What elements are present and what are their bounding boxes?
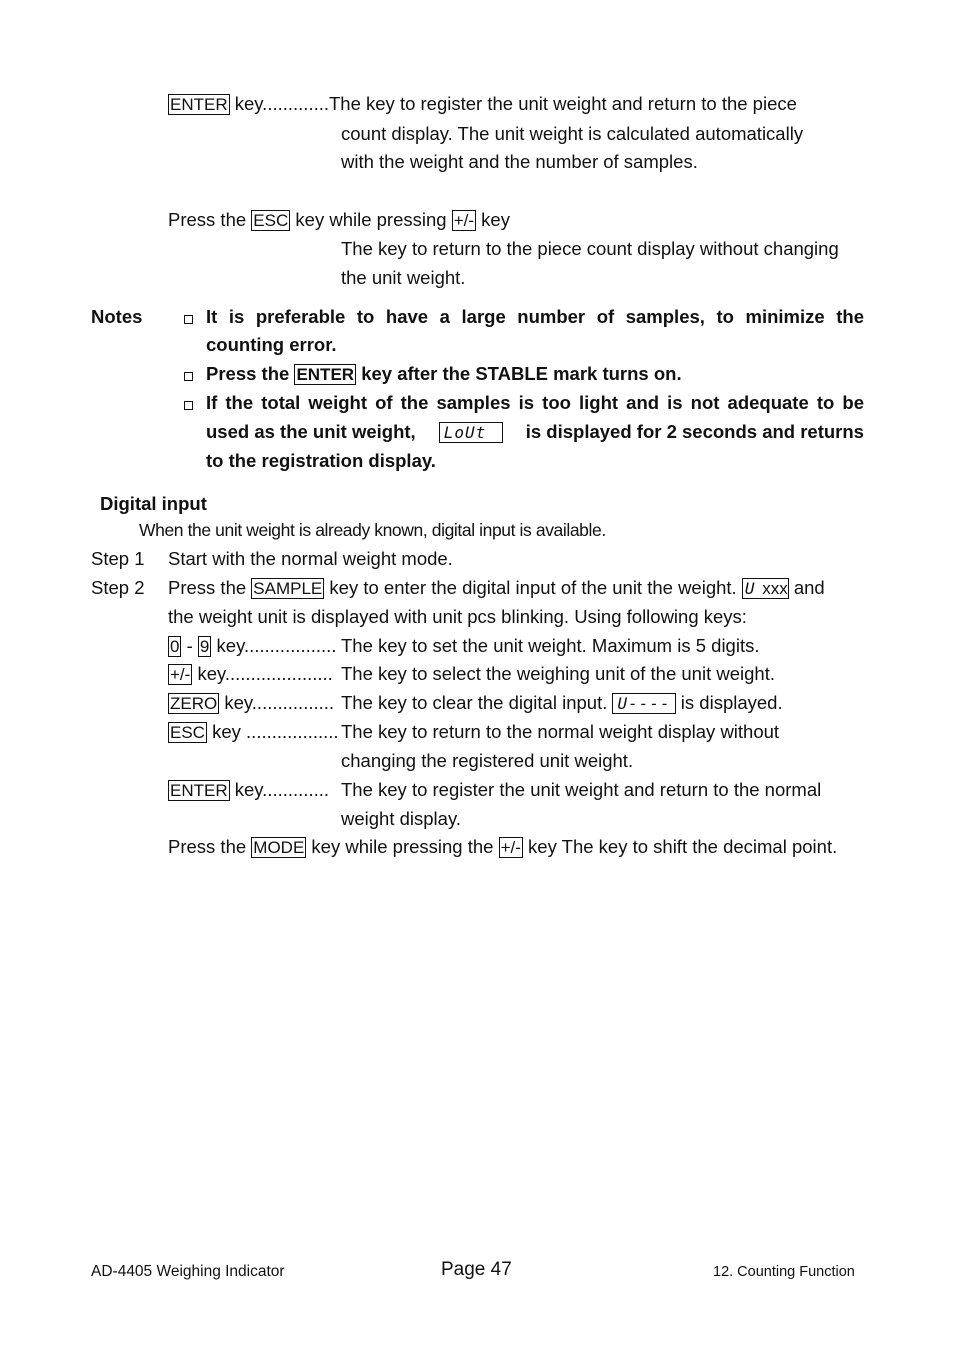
note-2 — [206, 362, 682, 386]
lout-display: LoUt — [439, 422, 503, 443]
note-1-line-1: It is preferable to have a large number of samples, to minimize the — [206, 306, 864, 327]
note-2-prefix: Press the — [206, 363, 295, 384]
step-2-line-1 — [168, 576, 825, 600]
footer-left: AD-4405 Weighing Indicator — [91, 1263, 285, 1280]
note-3-suffix: is displayed for 2 seconds and returns — [525, 421, 864, 442]
esc-combo-desc-1: The key to return to the piece count display without changing — [341, 238, 839, 259]
enter-desc-2: weight display. — [341, 808, 461, 829]
digits-leader: key.................. — [211, 635, 337, 656]
note-2-suffix: key after the STABLE mark turns on. — [356, 363, 682, 384]
esc-leader: key .................. — [206, 721, 339, 742]
zero-desc-suffix: is displayed. — [675, 692, 783, 713]
plusminus-key: +/- — [170, 665, 191, 684]
notes-label: Notes — [91, 306, 143, 327]
pm-leader: key..................... — [192, 663, 333, 684]
plusminus-key-label: +/- — [453, 211, 475, 230]
mode-prefix: Press the — [168, 836, 252, 857]
digital-input-intro: When the unit weight is already known, digital input is available. — [139, 520, 606, 540]
step-2-middle: key to enter the digital input of the unit the weight. — [324, 577, 742, 598]
note-3-line-1: If the total weight of the samples is too light and is not adequate to be — [206, 392, 864, 413]
zero-key: ZERO — [170, 694, 218, 713]
u-dashes-display: U---- — [612, 693, 675, 714]
digit-0-key: 0 — [170, 637, 180, 656]
note-3-line-2 — [206, 420, 864, 444]
note-3-prefix: used as the unit weight, — [206, 421, 416, 442]
mode-plusminus-key: +/- — [500, 838, 521, 857]
esc-desc-2: changing the registered unit weight. — [341, 750, 634, 771]
step-1-label: Step 1 — [91, 548, 145, 569]
esc-desc-1: The key to return to the normal weight display without — [341, 721, 780, 742]
footer-right: 12. Counting Function — [713, 1264, 855, 1280]
mode-middle: key while pressing the — [306, 836, 499, 857]
enter-key: ENTER — [170, 781, 228, 800]
note-bullet-icon — [184, 401, 193, 410]
enter-key-row — [168, 92, 797, 116]
note-bullet-icon — [184, 315, 193, 324]
enter-key-label: ENTER — [170, 95, 228, 114]
enter-key-desc-1: The key to register the unit weight and return to the piece — [329, 93, 797, 114]
esc-key: ESC — [170, 723, 205, 742]
enter-key-desc-2: count display. The unit weight is calculated automatically — [341, 123, 804, 144]
esc-combo-suffix: key — [476, 209, 510, 230]
enter-key-desc-3: with the weight and the number of samples. — [341, 151, 698, 172]
esc-key-row — [168, 720, 339, 744]
digits-desc: The key to set the unit weight. Maximum is 5 digits. — [341, 635, 760, 656]
note-1-line-2: counting error. — [206, 334, 337, 355]
page-number: Page 47 — [441, 1259, 512, 1280]
step-2-suffix: and — [788, 577, 825, 598]
mode-suffix: key The key to shift the decimal point. — [522, 836, 838, 857]
xxx-text: xxx — [757, 579, 788, 598]
note-3-line-3: to the registration display. — [206, 450, 436, 471]
sample-key-label: SAMPLE — [253, 579, 323, 598]
esc-combo-prefix: Press the — [168, 209, 252, 230]
enter-leader: key............. — [229, 779, 329, 800]
esc-combo-desc-2: the unit weight. — [341, 267, 466, 288]
zero-desc-text: The key to clear the digital input. — [341, 692, 613, 713]
digital-input-heading: Digital input — [100, 493, 207, 514]
enter-key-leader: key............. — [229, 93, 329, 114]
enter-desc-1: The key to register the unit weight and return to the normal — [341, 779, 822, 800]
zero-key-row — [168, 691, 334, 715]
pm-desc: The key to select the weighing unit of the unit weight. — [341, 663, 775, 684]
digits-sep: - — [181, 635, 198, 656]
esc-combo-middle: key while pressing — [290, 209, 452, 230]
step-2-prefix: Press the — [168, 577, 252, 598]
digits-key-row — [168, 634, 336, 658]
digit-9-key: 9 — [199, 637, 210, 656]
step-2-label: Step 2 — [91, 577, 145, 598]
enter-key-row-2 — [168, 778, 329, 802]
zero-desc — [341, 691, 783, 715]
esc-combo-row — [168, 208, 510, 232]
step-2-line-2: the weight unit is displayed with unit pcs blinking. Using following keys: — [168, 606, 747, 627]
zero-leader: key................ — [219, 692, 335, 713]
step-1-text: Start with the normal weight mode. — [168, 548, 453, 569]
mode-key: MODE — [253, 838, 305, 857]
esc-key-label: ESC — [253, 211, 289, 230]
note-2-enter-key: ENTER — [296, 365, 355, 384]
mode-combo-row — [168, 835, 837, 859]
u-xxx-display — [742, 578, 789, 599]
note-bullet-icon — [184, 372, 193, 381]
pm-key-row — [168, 662, 333, 686]
u-segment: U — [744, 579, 756, 598]
